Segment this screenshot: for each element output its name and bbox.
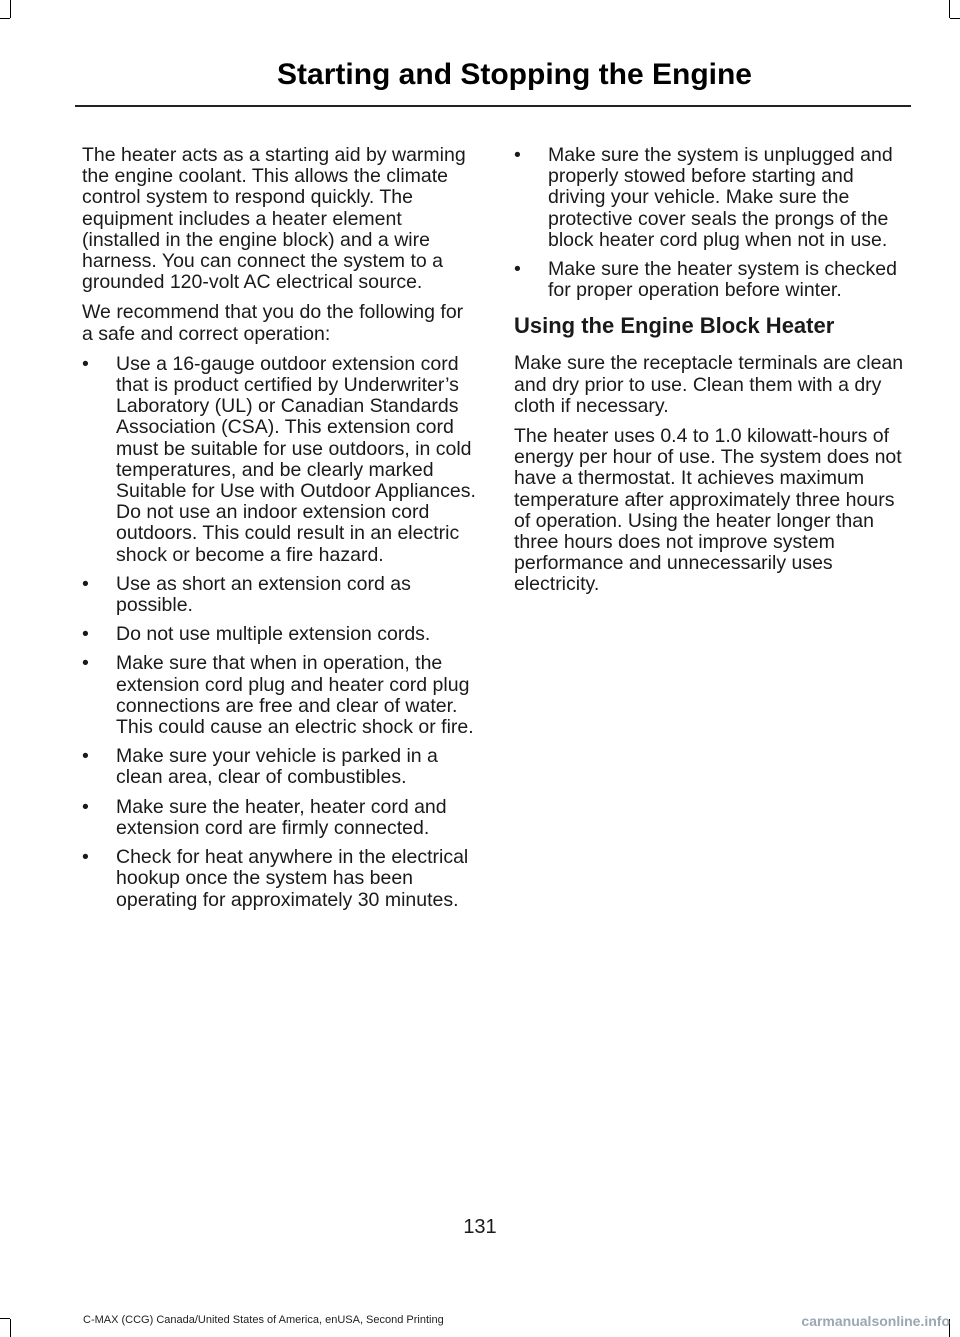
safety-list-continued (514, 145, 910, 301)
list-item: • Use as short an extension cord as possible. (82, 572, 411, 617)
list-item: • Check for heat anywhere in the electrical hookup once the system has been operating for approximately 30 minutes. (82, 846, 469, 911)
list-item: • Make sure your vehicle is parked in a clean area, clear of combustibles. (82, 745, 438, 789)
page-title: Starting and Stopping the Engine (277, 58, 752, 91)
bullet-icon: • (82, 652, 89, 675)
crop-mark-top-right-v (949, 0, 950, 18)
bullet-icon: • (82, 795, 89, 818)
right-column (514, 145, 910, 605)
list-item: • Use a 16-gauge outdoor extension cord that is product certified by Underwriter’s Laboratory (UL) or Canadian Standards Association (CSA). This extension cord must be suitable for use outdoors, in cold temperatures, and be clearly marked Suitable for Use with Outdoor Appliances. Do not use an indoor extension cord outdoors. This could result in an electric shock or become a fire hazard. (82, 352, 476, 566)
intro-paragraph: The heater acts as a starting aid by warming the engine coolant. This allows the climate control system to respond quickly. The equipment includes a heater element (installed in the engine block) and a wire harness. You can connect the system to a grounded 120-volt AC electrical source. (82, 144, 466, 294)
bullet-icon: • (514, 144, 521, 166)
section-heading: Using the Engine Block Heater (514, 313, 835, 339)
crop-mark-top-left-h (0, 18, 10, 19)
bullet-icon: • (82, 846, 89, 869)
list-item: • Make sure the heater system is checked for proper operation before winter. (514, 258, 897, 302)
list-item: • Make sure the system is unplugged and properly stowed before starting and driving your vehicle. Make sure the protective cover seals the prongs of the block heater cord plug when not in use. (514, 144, 893, 251)
left-column (82, 145, 476, 919)
bullet-icon: • (82, 572, 89, 595)
bullet-icon: • (82, 745, 89, 768)
watermark: carmanualsonline.info (801, 1313, 950, 1329)
crop-mark-top-left-v (10, 0, 11, 18)
header-divider (75, 105, 911, 107)
bullet-icon: • (82, 623, 89, 646)
list-item: • Make sure the heater, heater cord and extension cord are firmly connected. (82, 795, 447, 839)
usage-paragraph: Make sure the receptacle terminals are clean and dry prior to use. Clean them with a dry cloth if necessary. (514, 352, 904, 417)
list-item: • Make sure that when in operation, the extension cord plug and heater cord plug connections are free and clear of water. This could cause an electric shock or fire. (82, 652, 474, 739)
page-number: 131 (463, 1216, 497, 1238)
recommendation-paragraph: We recommend that you do the following for a safe and correct operation: (82, 301, 464, 345)
crop-mark-top-right-h (950, 18, 960, 19)
crop-mark-bottom-left-v (10, 1319, 11, 1337)
footer-text: C-MAX (CCG) Canada/United States of America, enUSA, Second Printing (83, 1314, 444, 1326)
bullet-icon: • (82, 352, 89, 375)
bullet-icon: • (514, 258, 521, 281)
list-item: • Do not use multiple extension cords. (82, 623, 431, 646)
crop-mark-bottom-left-h (0, 1318, 10, 1319)
energy-paragraph: The heater uses 0.4 to 1.0 kilowatt-hours of energy per hour of use. The system does not have a thermostat. It achieves maximum temperature after approximately three hours of operation. Using the heater longer than three hours does not improve system performance and unnecessarily uses electricity. (514, 425, 902, 596)
safety-list (82, 354, 476, 911)
